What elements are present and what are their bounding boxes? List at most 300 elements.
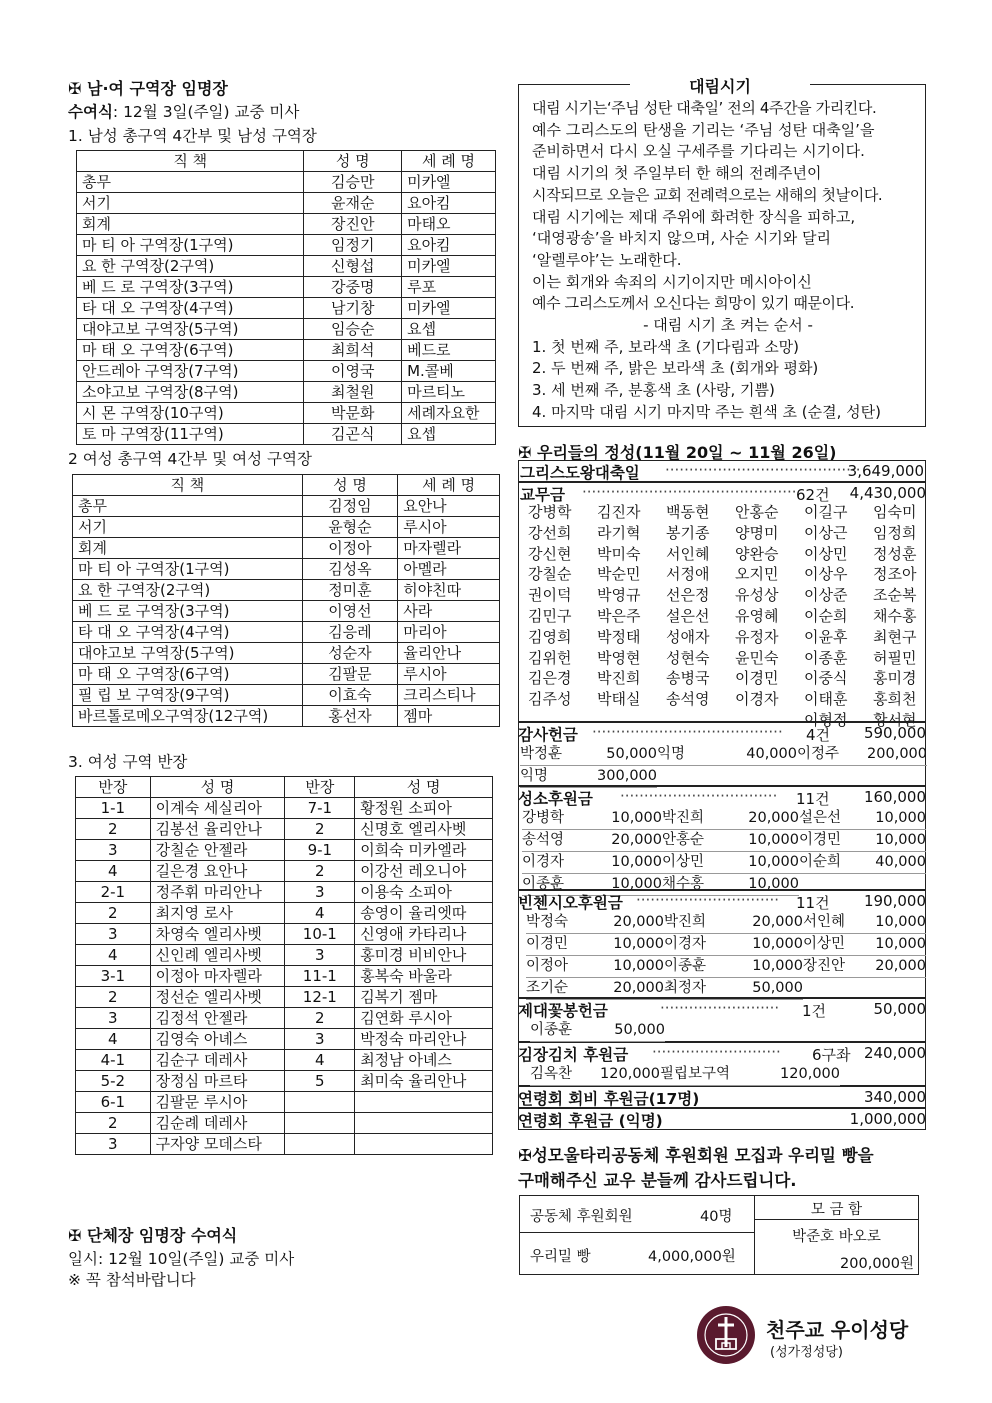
table-cell: 5-2: [76, 1071, 151, 1092]
table-cell: 김정석 안젤라: [150, 1008, 285, 1029]
donor-name: 익명: [520, 766, 585, 788]
advent-line: - 대림 시기 초 켜는 순서 -: [643, 316, 813, 335]
table-header-row: [76, 777, 493, 798]
kimchi-count: 6구좌: [812, 1046, 851, 1064]
donor-name: 이상준: [804, 586, 848, 605]
donor-name: 양명미: [735, 523, 779, 542]
table-cell: 요안나: [398, 496, 500, 517]
column-header: 세 례 명: [398, 475, 500, 496]
table-cell: 구자양 모데스타: [150, 1134, 285, 1155]
table-cell: 11-1: [285, 966, 355, 987]
kimchi-label: 김장김치 후원금: [518, 1046, 629, 1064]
donor-name: 강병학: [522, 808, 582, 830]
donation-amount: 10,000: [858, 934, 926, 956]
advent-line: ‘알렐루야’는 노래한다.: [532, 250, 682, 269]
table-cell: 루포: [402, 277, 496, 298]
table-cell: 안드레아 구역장(7구역): [77, 361, 304, 382]
donation-amount: 10,000: [858, 912, 926, 934]
table-row: [77, 214, 496, 235]
table-cell: 윤형순: [302, 517, 398, 538]
seongso-count: 11건: [796, 790, 830, 808]
donation-box-amount: 200,000원: [840, 1256, 914, 1272]
seongso-amount: 160,000: [863, 788, 926, 806]
donor-name: 박순민: [597, 565, 641, 584]
table-cell: 베드로: [402, 340, 496, 361]
donor-name: 이형정: [804, 710, 848, 729]
table-cell: 2: [76, 1113, 151, 1134]
altar-count: 1건: [802, 1002, 827, 1020]
table-cell: 미카엘: [402, 298, 496, 319]
table-row: [73, 580, 500, 601]
kimchi-amount: 240,000: [863, 1044, 926, 1062]
donation-amount: 10,000: [584, 934, 664, 956]
table-cell: 필 립 보 구역장(9구역): [73, 685, 303, 706]
advent-line: 예수 그리스도께서 오신다는 희망이 있기 때문이다.: [532, 294, 855, 313]
donor-name: 이태훈: [804, 690, 848, 709]
table-row: [77, 319, 496, 340]
table-row: [76, 1113, 493, 1134]
donor-name: 김주성: [528, 690, 572, 709]
table-header-row: [77, 151, 496, 172]
donor-name: 박정태: [597, 627, 641, 646]
table-cell: 이용숙 소피아: [355, 882, 493, 903]
donor-name: 봉기종: [666, 523, 710, 542]
table-cell: 이효숙: [302, 685, 398, 706]
donor-name: 서인혜: [666, 544, 710, 563]
table-row: [76, 903, 493, 924]
donor-name: 이종훈: [664, 956, 721, 978]
donor-name: 박태실: [597, 690, 641, 709]
donor-name: 권이덕: [528, 586, 572, 605]
table-cell: 2: [285, 861, 355, 882]
table-cell: 신형섭: [304, 256, 402, 277]
donation-amount: 50,000: [585, 744, 657, 766]
advent-line: 대림 시기에는 제대 주위에 화려한 장식을 피하고,: [532, 207, 856, 226]
donation-amount: 10,000: [721, 956, 803, 978]
table-cell: 김영숙 아녜스: [150, 1029, 285, 1050]
table-row: [77, 340, 496, 361]
table-row: [76, 1050, 493, 1071]
fed1-label: 연령회 회비 후원금(17명): [518, 1090, 700, 1108]
table-cell: 마르티노: [402, 382, 496, 403]
table-cell: 장정심 마르타: [150, 1071, 285, 1092]
donation-box-name: 박준호 바오로: [792, 1229, 881, 1245]
table-cell: 3: [285, 1029, 355, 1050]
donor-name: 임정희: [873, 523, 917, 542]
donor-name: 이정주: [797, 744, 847, 766]
donor-name: 채수홍: [662, 874, 717, 896]
donor-name: 김영희: [528, 627, 572, 646]
donor-name: 이상민: [804, 544, 848, 563]
donor-name: 강병학: [528, 503, 572, 521]
advent-line: 대림 시기는‘주님 성탄 대축일’ 전의 4주간을 가리킨다.: [532, 99, 877, 117]
thanks-label: 감사헌금: [518, 726, 578, 744]
table-cell: [355, 1092, 493, 1113]
table-cell: 최지영 로사: [150, 903, 285, 924]
fed2-amount: 1,000,000: [849, 1110, 926, 1128]
attendance-note: ※ 꼭 참석바랍니다: [68, 1271, 196, 1289]
donor-name: 안홍순: [735, 503, 779, 521]
table-cell: 9-1: [285, 840, 355, 861]
donor-name: 송석영: [666, 690, 710, 709]
donation-amount: 50,000: [585, 1020, 665, 1042]
table-cell: 최미숙 율리안나: [355, 1071, 493, 1092]
donor-name: 이상근: [804, 523, 848, 542]
donation-amount: 120,000: [580, 1064, 660, 1086]
donor-name: 성현숙: [666, 648, 710, 667]
bread-value: 4,000,000원: [648, 1249, 736, 1265]
table-row: [73, 559, 500, 580]
donor-name: 성애자: [666, 627, 710, 646]
table-cell: 정선순 엘리사벳: [150, 987, 285, 1008]
table-row: [76, 987, 493, 1008]
advent-text: [532, 98, 924, 424]
thanks-note-line1: ✠성모울타리공동체 후원회원 모집과 우리밀 빵을: [518, 1146, 874, 1165]
donor-name: 박미숙: [597, 544, 641, 563]
table-cell: 김정임: [302, 496, 398, 517]
donation-amount: 120,000: [770, 1064, 840, 1086]
donor-name: 허필민: [873, 648, 917, 667]
table-row: [76, 882, 493, 903]
donation-amount: 10,000: [721, 934, 803, 956]
table-cell: 4: [285, 1050, 355, 1071]
donor-name: 설은선: [666, 606, 710, 625]
table-cell: 4: [76, 945, 151, 966]
table-row: [76, 1092, 493, 1113]
donation-amount: 200,000: [847, 744, 927, 766]
column-header: 반장: [76, 777, 151, 798]
donor-name: 서인혜: [803, 912, 858, 934]
table-cell: 윤재순: [304, 193, 402, 214]
table-cell: 세례자요한: [402, 403, 496, 424]
table-cell: 정주휘 마리안나: [150, 882, 285, 903]
table-cell: 김봉선 율리안나: [150, 819, 285, 840]
table-cell: 남기창: [304, 298, 402, 319]
column-header: 성 명: [150, 777, 285, 798]
altar-label: 제대꽃봉헌금: [518, 1002, 608, 1020]
table-cell: 김순례 데레사: [150, 1113, 285, 1134]
advent-line: 대림 시기의 첫 주일부터 한 해의 전례주년이: [532, 164, 822, 183]
table-cell: 차영숙 엘리사벳: [150, 924, 285, 945]
table-cell: 4: [285, 903, 355, 924]
thanks-amount: 590,000: [863, 724, 926, 742]
table-cell: 길은경 요안나: [150, 861, 285, 882]
donation-amount: 10,000: [717, 852, 799, 874]
table-cell: 최철원: [304, 382, 402, 403]
donation-amount: 20,000: [584, 978, 664, 1000]
table-cell: 이희숙 미카엘라: [355, 840, 493, 861]
table-cell: 3: [76, 1008, 151, 1029]
table-cell: 김연화 루시아: [355, 1008, 493, 1029]
donation-amount: 10,000: [717, 830, 799, 852]
thanks-note-line2: 구매해주신 교우 분들께 감사드립니다.: [518, 1171, 797, 1190]
table-cell: 김팔문 루시아: [150, 1092, 285, 1113]
table-cell: 김팔문: [302, 664, 398, 685]
thanks-donor-list: [520, 744, 926, 788]
donor-name: 이순희: [804, 606, 848, 625]
column-header: 성 명: [304, 151, 402, 172]
advent-line: 2. 두 번째 주, 밝은 보라색 초 (회개와 평화): [532, 359, 819, 378]
church-subtitle: (성가정성당): [770, 1345, 843, 1360]
table-cell: 신명호 엘리사벳: [355, 819, 493, 840]
donor-name: 이경자: [522, 852, 582, 874]
kimchi-donor-list: [530, 1064, 840, 1086]
donation-amount: 10,000: [582, 874, 662, 896]
donor-name: 이순희: [799, 852, 854, 874]
table-cell: 마 태 오 구역장(6구역): [77, 340, 304, 361]
table-cell: 신영애 카타리나: [355, 924, 493, 945]
table-cell: 율리안나: [398, 643, 500, 664]
table-cell: 정미훈: [302, 580, 398, 601]
table-row: [77, 256, 496, 277]
table-cell: [285, 1113, 355, 1134]
table-cell: 마 티 아 구역장(1구역): [73, 559, 303, 580]
donor-name: 강선희: [528, 523, 572, 542]
table-cell: 2: [76, 819, 151, 840]
table-cell: [355, 1134, 493, 1155]
table-cell: 크리스티나: [398, 685, 500, 706]
donor-name: 이길구: [804, 503, 848, 521]
table-row: [77, 403, 496, 424]
donation-amount: 20,000: [584, 912, 664, 934]
donation-amount: 20,000: [721, 912, 803, 934]
table-cell: 베 드 로 구역장(3구역): [73, 601, 303, 622]
table-row: [76, 1029, 493, 1050]
donor-name: 박진희: [662, 808, 717, 830]
donor-name: 익명: [657, 744, 717, 766]
table-cell: M.콜베: [402, 361, 496, 382]
ceremony-line: 수여식: 12월 3일(주일) 교중 미사: [68, 103, 300, 121]
table-cell: 이정아: [302, 538, 398, 559]
table-cell: 홍선자: [302, 706, 398, 727]
advent-line: 예수 그리스도의 탄생을 기리는 ‘주님 성탄 대축일’을: [532, 120, 875, 139]
advent-line: 3. 세 번째 주, 분홍색 초 (사랑, 기쁨): [532, 381, 775, 400]
table-cell: 박정숙 마리안나: [355, 1029, 493, 1050]
advent-line: 4. 마지막 대림 시기 마지막 주는 흰색 초 (순결, 성탄): [532, 402, 882, 421]
table-cell: 이강선 레오니아: [355, 861, 493, 882]
donor-name: 김민구: [528, 606, 572, 625]
table-cell: 사라: [398, 601, 500, 622]
donation-box-label: 모 금 함: [810, 1202, 863, 1218]
donor-name: 황서현: [873, 710, 917, 729]
table-row: [77, 172, 496, 193]
vincent-label: 빈첸시오후원금: [518, 894, 623, 912]
table-cell: 바르톨로메오구역장(12구역): [73, 706, 303, 727]
table-cell: 10-1: [285, 924, 355, 945]
table-cell: 1-1: [76, 798, 151, 819]
table-cell: 히야친따: [398, 580, 500, 601]
table-cell: 2: [285, 819, 355, 840]
table-row: [76, 861, 493, 882]
donor-name: 김은경: [528, 669, 572, 688]
donor-name: 필립보구역: [660, 1064, 770, 1086]
donor-name: 박진희: [597, 669, 641, 688]
donor-name: 박영현: [597, 648, 641, 667]
donor-name: 김진자: [597, 503, 641, 521]
table-cell: 요셉: [402, 424, 496, 445]
vincent-donor-list: [526, 912, 926, 1000]
table-row: [73, 496, 500, 517]
donor-name: 이경민: [735, 669, 779, 688]
table-cell: 요 한 구역장(2구역): [77, 256, 304, 277]
table-cell: 총무: [77, 172, 304, 193]
donor-name: 이상우: [804, 565, 848, 584]
donor-name: 이경민: [526, 934, 584, 956]
table-row: [73, 601, 500, 622]
donor-name: 조기순: [526, 978, 584, 1000]
donor-name: 이종훈: [804, 648, 848, 667]
table-cell: 김응레: [302, 622, 398, 643]
table-cell: 4: [76, 1029, 151, 1050]
table-cell: 6-1: [76, 1092, 151, 1113]
table-cell: 소야고보 구역장(8구역): [77, 382, 304, 403]
donor-name: 이상민: [803, 934, 858, 956]
table-cell: 3: [285, 945, 355, 966]
table-row: [73, 517, 500, 538]
donation-amount: 300,000: [585, 766, 657, 788]
table-cell: 3-1: [76, 966, 151, 987]
gyomu-label: 교무금: [520, 486, 565, 504]
donor-name: 이정아: [526, 956, 584, 978]
donor-name: 박진희: [664, 912, 721, 934]
table-cell: 3: [76, 840, 151, 861]
table-cell: 루시아: [398, 664, 500, 685]
table-cell: 성순자: [302, 643, 398, 664]
donation-amount: 20,000: [582, 830, 662, 852]
table-row: [77, 361, 496, 382]
table-cell: 3: [285, 882, 355, 903]
table-cell: 요 한 구역장(2구역): [73, 580, 303, 601]
table-cell: 5: [285, 1071, 355, 1092]
table-cell: 마자렐라: [398, 538, 500, 559]
vincent-count: 11건: [796, 894, 830, 912]
table-cell: 젬마: [398, 706, 500, 727]
fed1-amount: 340,000: [863, 1088, 926, 1106]
table-cell: 김승만: [304, 172, 402, 193]
table-cell: 미카엘: [402, 172, 496, 193]
table-cell: 회계: [73, 538, 303, 559]
men-leaders-table: [76, 150, 496, 445]
advent-line: 준비하면서 다시 오실 구세주를 기다리는 시기이다.: [532, 142, 865, 161]
donation-amount: 10,000: [582, 808, 662, 830]
donor-name: 박영규: [597, 586, 641, 605]
table-cell: 4: [76, 861, 151, 882]
thanks-count: 4건: [806, 726, 831, 744]
donor-name: 이경민: [799, 830, 854, 852]
table-header-row: [73, 475, 500, 496]
table-cell: 홍미경 비비안나: [355, 945, 493, 966]
table-cell: 신인례 엘리사벳: [150, 945, 285, 966]
support-member-label: 공동체 후원회원: [530, 1209, 633, 1225]
donor-name: 유정자: [735, 627, 779, 646]
advent-title: 대림시기: [630, 74, 810, 97]
table-row: [77, 424, 496, 445]
donor-name: 박은주: [597, 606, 641, 625]
donor-name: 이종훈: [530, 1020, 585, 1042]
donor-name: 이중식: [804, 669, 848, 688]
table-cell: 임정기: [304, 235, 402, 256]
seongso-label: 성소후원금: [518, 790, 593, 808]
table-row: [76, 945, 493, 966]
table-cell: [355, 1113, 493, 1134]
seongso-donor-list: [522, 808, 926, 896]
table-cell: 요아킴: [402, 193, 496, 214]
advent-line: 1. 첫 번째 주, 보라색 초 (기다림과 소망): [532, 337, 800, 356]
table-cell: 마 태 오 구역장(6구역): [73, 664, 303, 685]
appointment-heading: ✠ 남·여 구역장 임명장: [68, 79, 228, 98]
table-row: [73, 622, 500, 643]
donor-name: 정성훈: [873, 544, 917, 563]
table-row: [73, 706, 500, 727]
donor-name: 박정훈: [520, 744, 585, 766]
table-row: [76, 840, 493, 861]
column-header: 성 명: [302, 475, 398, 496]
table-cell: 송영이 율리엣따: [355, 903, 493, 924]
donor-name: 이경자: [664, 934, 721, 956]
donation-amount: 10,000: [717, 874, 799, 896]
table-row: [73, 664, 500, 685]
table-cell: 마 티 아 구역장(1구역): [77, 235, 304, 256]
donor-name: 박정숙: [526, 912, 584, 934]
table-cell: 요셉: [402, 319, 496, 340]
table-row: [77, 382, 496, 403]
church-seal-logo: [696, 1305, 756, 1365]
gyomu-count: 62건: [796, 486, 830, 504]
fed2-label: 연령회 후원금 (익명): [518, 1112, 663, 1130]
table-cell: 강중명: [304, 277, 402, 298]
column-header: 반장: [285, 777, 355, 798]
table-cell: 총무: [73, 496, 303, 517]
donor-name: 채수홍: [873, 606, 917, 625]
donation-amount: 20,000: [858, 956, 926, 978]
donor-name: 유영혜: [735, 606, 779, 625]
table-row: [73, 685, 500, 706]
table-cell: 베 드 로 구역장(3구역): [77, 277, 304, 298]
table-cell: 타 대 오 구역장(4구역): [77, 298, 304, 319]
table-cell: 7-1: [285, 798, 355, 819]
table-cell: 마태오: [402, 214, 496, 235]
table-cell: 마리아: [398, 622, 500, 643]
donor-name: 양완승: [735, 544, 779, 563]
table-cell: 장진안: [304, 214, 402, 235]
support-member-value: 40명: [700, 1209, 733, 1225]
table-cell: 2-1: [76, 882, 151, 903]
donor-name: 백동현: [666, 503, 710, 521]
table-cell: 최정남 아녜스: [355, 1050, 493, 1071]
donor-name: 이상민: [662, 852, 717, 874]
column-header: 세 례 명: [402, 151, 496, 172]
christ-king-label: 그리스도왕대축일: [520, 464, 640, 482]
table-cell: 서기: [77, 193, 304, 214]
altar-donor-list: [530, 1020, 670, 1042]
table-row: [76, 1071, 493, 1092]
table-cell: 이계숙 세실리아: [150, 798, 285, 819]
table-cell: 강칠순 안젤라: [150, 840, 285, 861]
table-cell: 3: [76, 1134, 151, 1155]
table-cell: 미카엘: [402, 256, 496, 277]
section-leader-title: 3. 여성 구역 반장: [68, 753, 188, 771]
table-cell: 2: [285, 1008, 355, 1029]
table-cell: 김성옥: [302, 559, 398, 580]
column-header: 직 책: [77, 151, 304, 172]
table-row: [77, 193, 496, 214]
table-cell: 시 몬 구역장(10구역): [77, 403, 304, 424]
table-row: [76, 966, 493, 987]
donor-name: 선은정: [666, 586, 710, 605]
donor-name: 장진안: [803, 956, 858, 978]
church-name: 천주교 우이성당: [766, 1318, 909, 1342]
donor-name: 설은선: [799, 808, 854, 830]
